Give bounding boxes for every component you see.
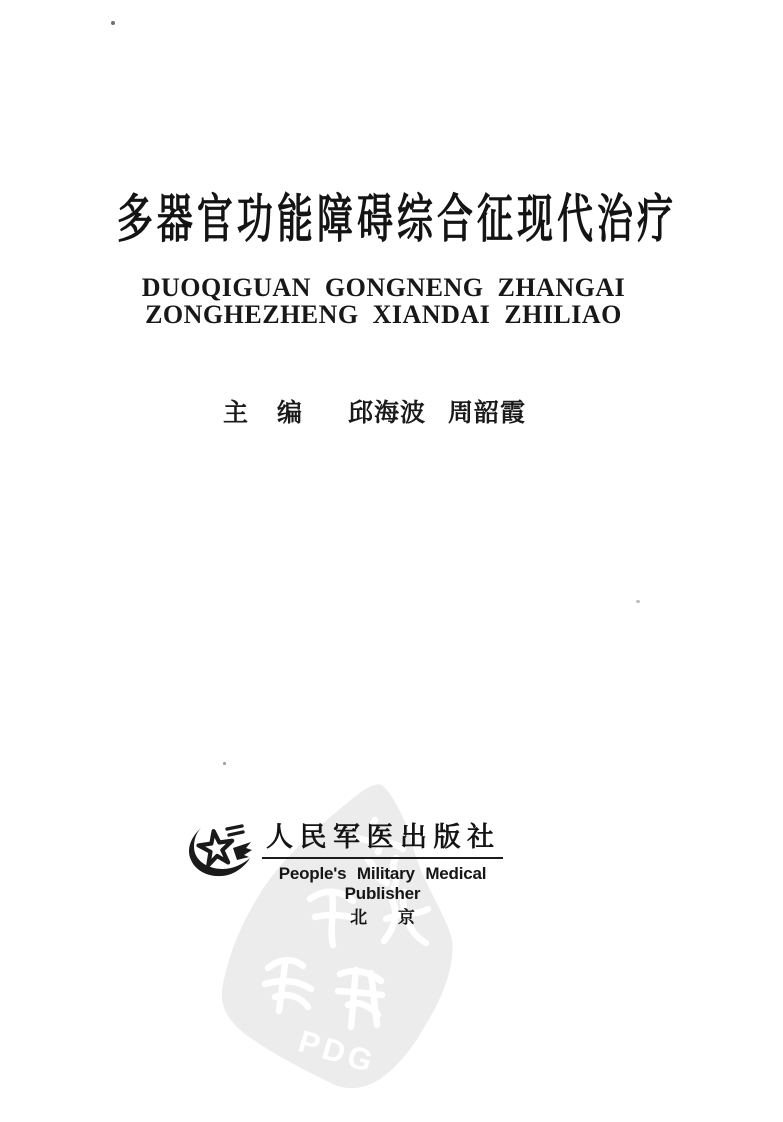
editors-line xyxy=(0,399,766,427)
publisher-city: 北 京 xyxy=(350,908,428,927)
pinyin-line-2: ZONGHEZHENG XIANDAI ZHILIAO xyxy=(145,300,622,329)
scan-speck xyxy=(636,600,640,603)
book-title-cn xyxy=(0,193,783,247)
logo-top-strokes xyxy=(227,826,243,835)
editor-role-label: 主 编 xyxy=(222,399,304,427)
watermark-label: PDG xyxy=(294,1023,381,1081)
pdg-watermark xyxy=(190,758,480,1103)
book-title-cn-text: 多器官功能障碍综合征现代治疗 xyxy=(116,191,678,249)
publisher-logo-star-swoosh-icon xyxy=(183,812,253,882)
publisher-name-en: People's Military Medical Publisher xyxy=(278,864,487,903)
publisher-rule-divider xyxy=(262,857,503,859)
pinyin-line-1: DUOQIGUAN GONGNENG ZHANGAI xyxy=(141,273,626,302)
editor-name-2: 周韶霞 xyxy=(448,399,527,427)
scan-speck xyxy=(111,21,115,25)
editor-name-1: 邱海波 xyxy=(347,399,426,427)
publisher-name-cn: 人民军医出版社 xyxy=(266,822,501,852)
scan-speck xyxy=(223,762,226,765)
book-title-pinyin xyxy=(0,274,775,328)
logo-brush-wing xyxy=(233,842,252,860)
